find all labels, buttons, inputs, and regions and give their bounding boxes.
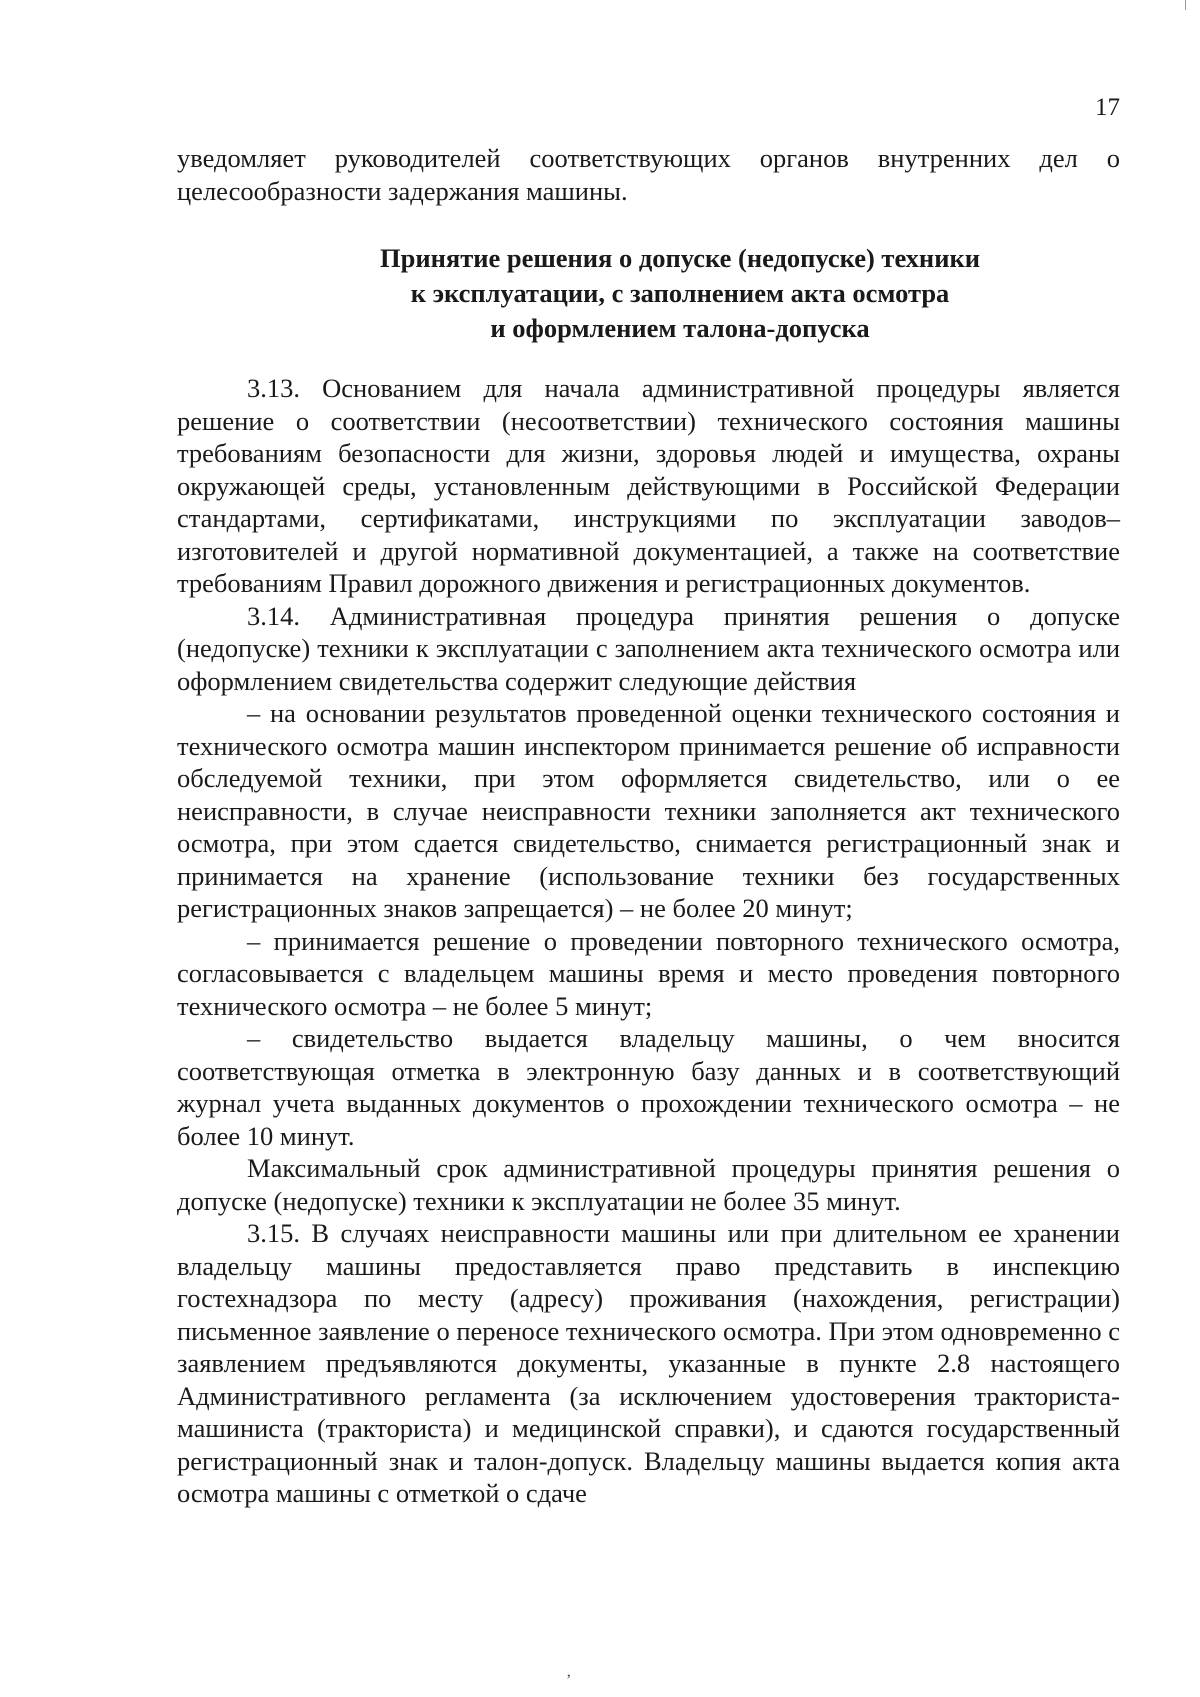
section-heading <box>330 241 1030 346</box>
heading-line-2: к эксплуатации, с заполнением акта осмотра <box>410 278 950 308</box>
heading-line-1: Принятие решения о допуске (недопуске) техники <box>379 243 981 273</box>
intro-text <box>177 142 1120 207</box>
paragraph-max-duration: Максимальный срок административной процедуры принятия решения о допуске (недопуске) техники к эксплуатации не более 35 минут. <box>177 1153 1120 1216</box>
list-item-certificate: – свидетельство выдается владельцу машины, о чем вносится соответствующая отметка в электронную базу данных и в соответствующий журнал учета выданных документов о прохождении технического осмотра – не более 10 минут. <box>177 1023 1120 1151</box>
scan-speck: ʼ <box>566 1672 572 1689</box>
heading-line-3: и оформлением талона-допуска <box>490 313 870 343</box>
paragraph-3-15: 3.15. В случаях неисправности машины или при длительном ее хранении владельцу машины предоставляется право представить в инспекцию гостехнадзора по месту (адресу) проживания (нахождения, регистрации) письменное заявление о переносе технического осмотра. При этом одновременно с заявлением предъявляются документы, указанные в пункте 2.8 настоящего Административного регламента (за исключением удостоверения тракториста-машиниста (тракториста) и медицинской справки), и сдаются государственный регистрационный знак и талон-допуск. Владельцу машины выдается копия акта осмотра машины с отметкой о сдаче <box>177 1218 1120 1508</box>
page-number: 17 <box>1095 94 1120 121</box>
list-item-decision: – на основании результатов проведенной оценки технического состояния и технического осмотра машин инспектором принимается решение об исправности обследуемой техники, при этом оформляется свидетельство, или о ее неисправности, в случае неисправности техники заполняется акт технического осмотра, при этом сдается свидетельство, снимается регистрационный знак и принимается на хранение (использование техники без государственных регистрационных знаков запрещается) – не более 20 минут; <box>177 698 1120 923</box>
scan-edge-mark <box>1185 0 1186 10</box>
body-text <box>177 372 1120 1510</box>
intro-paragraph: уведомляет руководителей соответствующих органов внутренних дел о целесообразности задержания машины. <box>177 143 1120 206</box>
list-item-reinspection: – принимается решение о проведении повторного технического осмотра, согласовывается с владельцем машины время и место проведения повторного технического осмотра – не более 5 минут; <box>177 925 1120 1021</box>
paragraph-3-14: 3.14. Административная процедура принятия решения о допуске (недопуске) техники к эксплуатации с заполнением акта технического осмотра или оформлением свидетельства содержит следующие действия <box>177 600 1120 696</box>
paragraph-3-13: 3.13. Основанием для начала административной процедуры является решение о соответствии (несоответствии) технического состояния машины требованиям безопасности для жизни, здоровья людей и имущества, охраны окружающей среды, установленным действующими в Российской Федерации стандартами, сертификатами, инструкциями по эксплуатации заводов–изготовителей и другой нормативной документацией, а также на соответствие требованиям Правил дорожного движения и регистрационных документов. <box>177 373 1120 598</box>
